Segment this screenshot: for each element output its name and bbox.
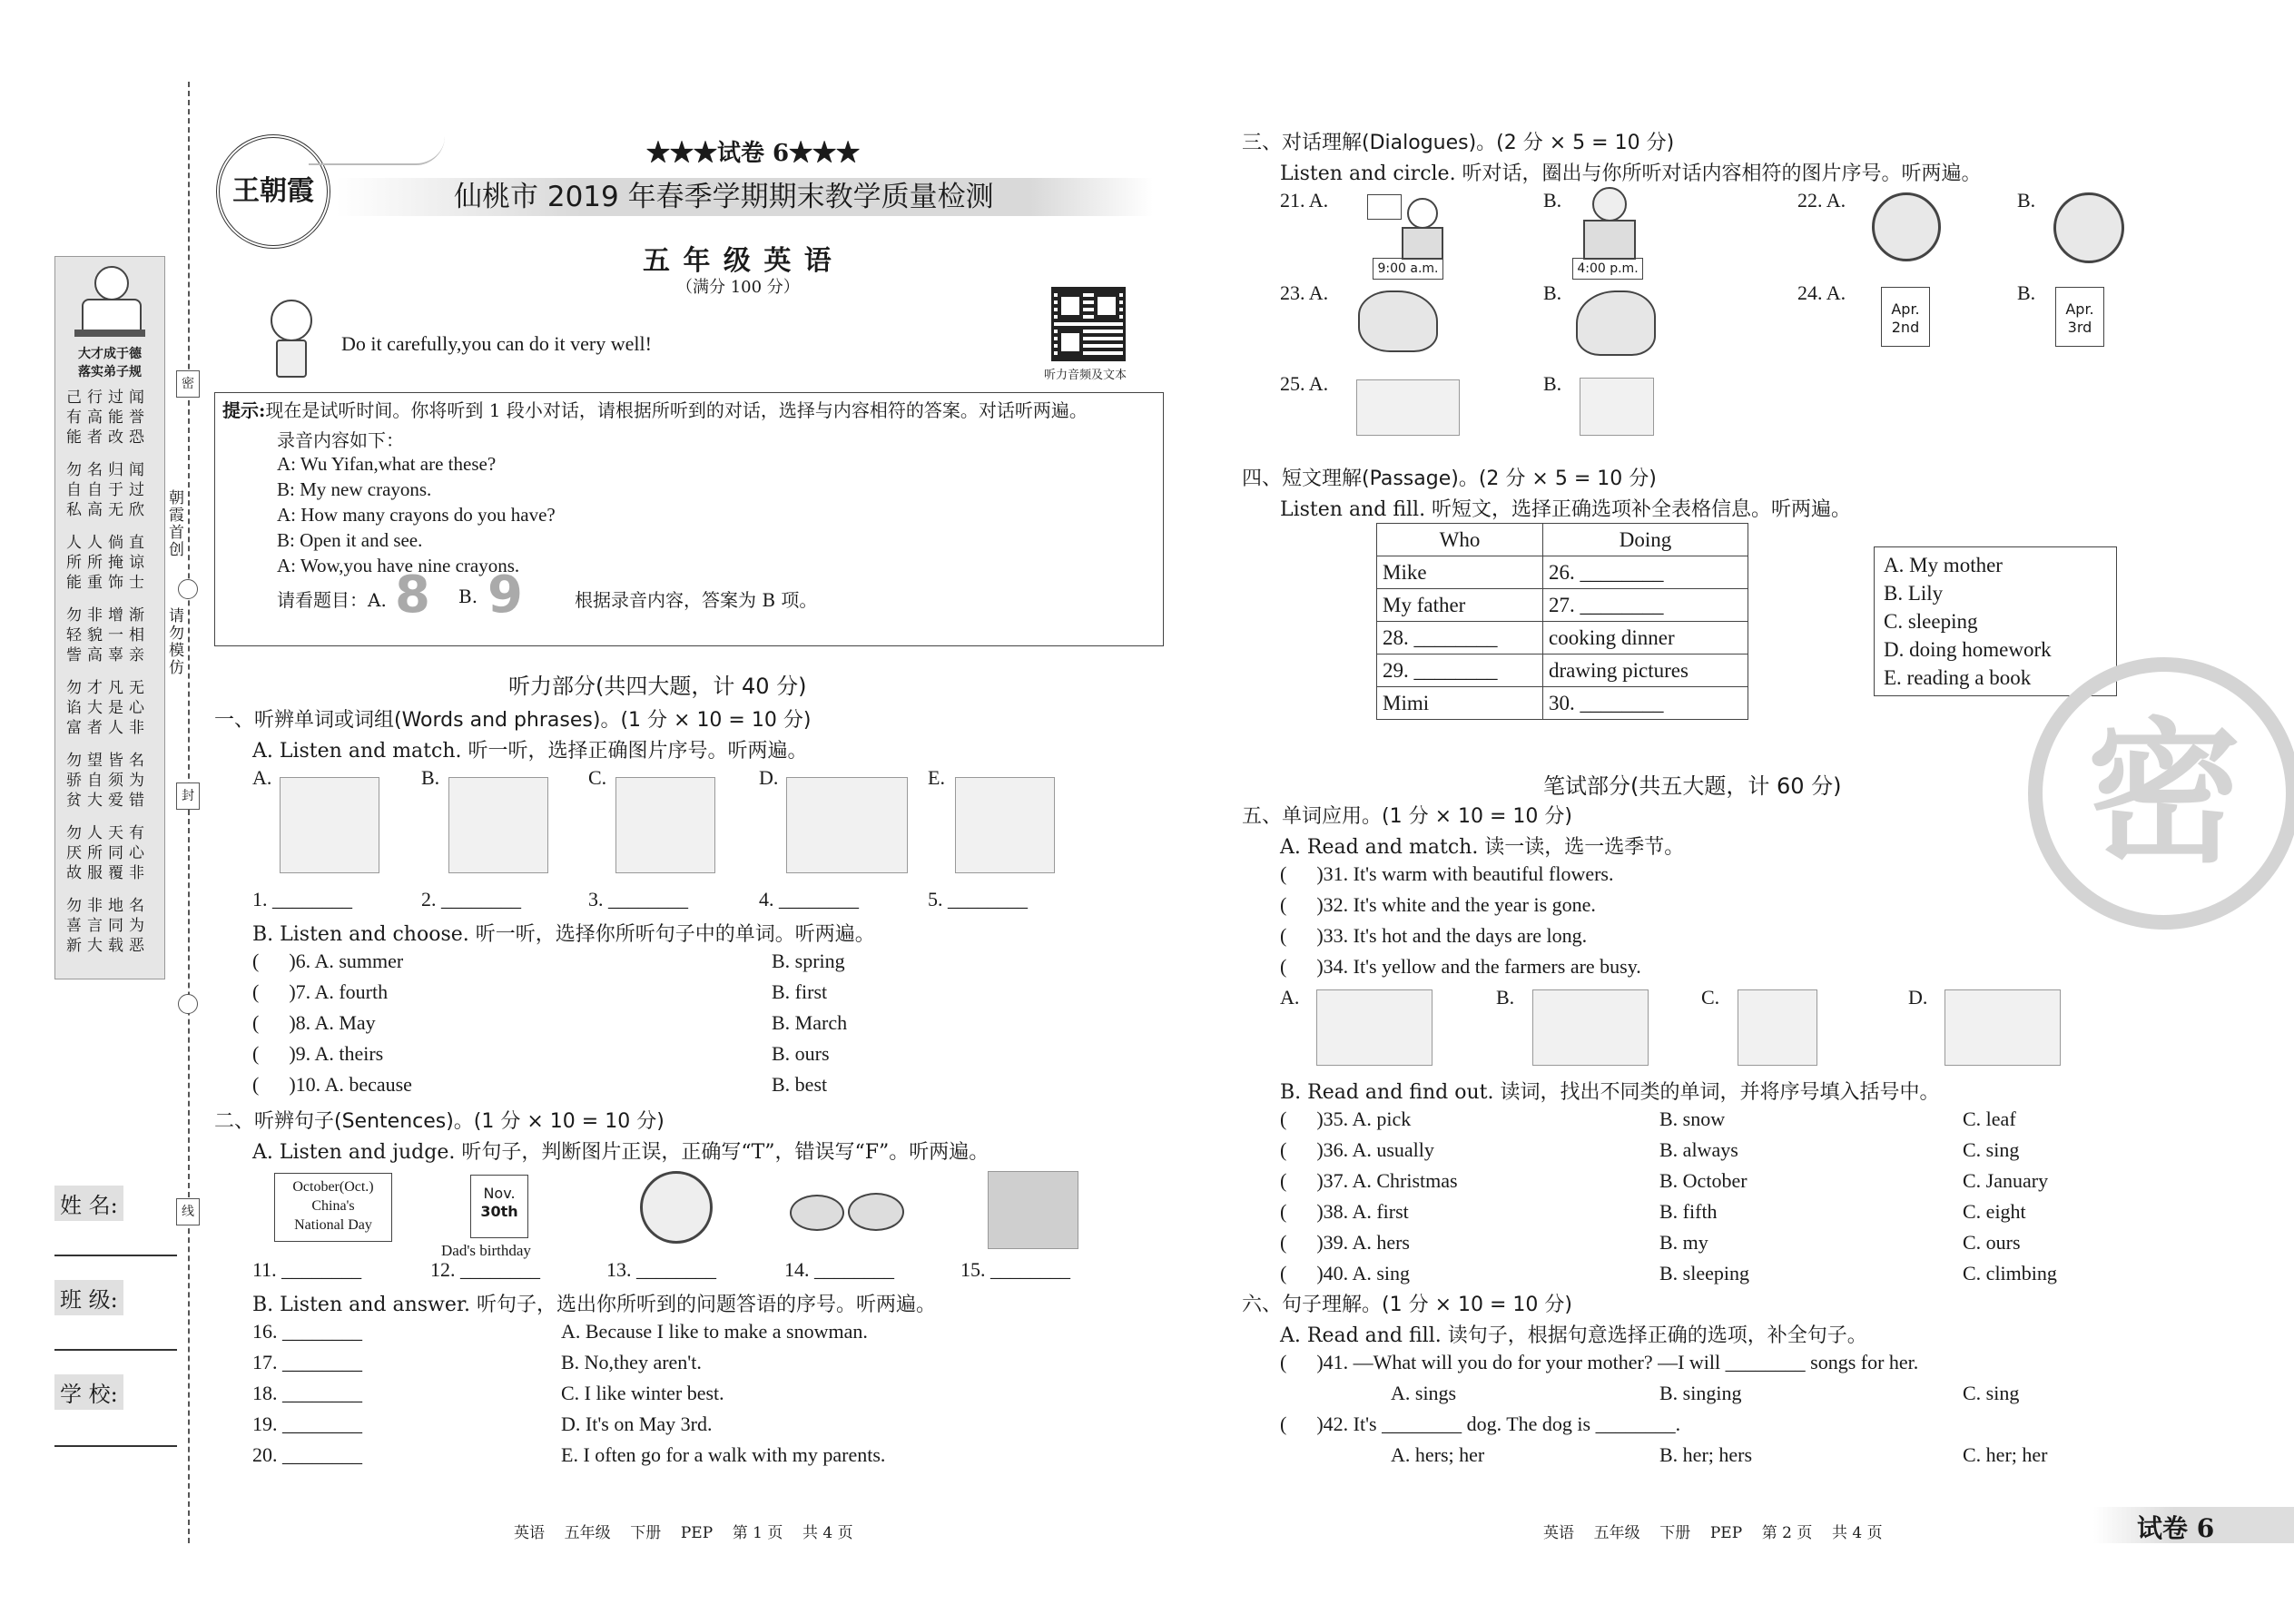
s1-answer-blank: 1. ________	[252, 888, 352, 910]
s5-pic-label: A.	[1280, 986, 1300, 1009]
s5-odd-b: B. sleeping	[1659, 1262, 1749, 1284]
s1-pic-label: D.	[759, 766, 779, 789]
seal-dot-2	[178, 994, 198, 1014]
footer-left: 英语 五年级 下册 PEP 第 1 页 共 4 页	[514, 1524, 853, 1542]
s5-match-item: ( )33. It's hot and the days are long.	[1280, 924, 1588, 947]
section3-inst: Listen and circle. 听对话，圈出与你所听对话内容相符的图片序号。听两遍。	[1280, 162, 1982, 185]
table-cell: Mike	[1377, 556, 1543, 589]
hint-question: 请看题目：A.	[277, 589, 387, 611]
writing-title: 笔试部分(共五大题，计 60 分)	[1543, 773, 1842, 799]
sidebar-motto-row: 骄自须为	[66, 772, 150, 790]
calendar-nov30: Nov. 30th	[470, 1175, 528, 1238]
table-cell: 28. ________	[1377, 622, 1543, 655]
table-row	[1377, 556, 1748, 589]
hint-label: 提示:	[222, 399, 266, 421]
traffic-sign-a	[1872, 192, 1941, 261]
class-label: 班 级:	[54, 1280, 123, 1315]
q41-opt-b: B. singing	[1659, 1382, 1742, 1404]
s5-season-picture	[1532, 989, 1649, 1066]
s2-answer-blank: 17. ________	[252, 1351, 362, 1373]
q42-opt-c: C. her; her	[1963, 1443, 2048, 1466]
s1-choice-b: B. first	[772, 980, 828, 1003]
s2-judge-blank: 12. ________	[430, 1258, 540, 1281]
s5-odd-item: ( )37. A. Christmas	[1280, 1169, 1458, 1192]
s5-odd-c: C. ours	[1963, 1231, 2021, 1254]
no-sign-pic	[640, 1171, 713, 1244]
footer-right: 英语 五年级 下册 PEP 第 2 页 共 4 页	[1543, 1524, 1883, 1542]
sidebar-motto-row: 故服覆非	[66, 864, 150, 882]
table-cell: drawing pictures	[1543, 655, 1748, 687]
s2-answer-option: B. No,they aren't.	[561, 1351, 702, 1373]
s2-answer-blank: 19. ________	[252, 1412, 362, 1435]
section4-title: 四、短文理解(Passage)。(2 分 × 5 = 10 分)	[1242, 468, 1657, 490]
s1-choice-item: ( )9. A. theirs	[252, 1042, 384, 1065]
s2-answer-blank: 16. ________	[252, 1320, 362, 1343]
s2-answer-option: E. I often go for a walk with my parents.	[561, 1443, 886, 1466]
s1-pic-label: C.	[588, 766, 607, 789]
s5-odd-b: B. fifth	[1659, 1200, 1718, 1223]
sidebar-motto-row: 所所掩谅	[66, 554, 150, 572]
sidebar-motto-row: 喜言同为	[66, 917, 150, 935]
name-label: 姓 名:	[54, 1186, 123, 1221]
calendar-caption: Dad's birthday	[441, 1242, 531, 1259]
sidebar-motto-row: 轻貌一相	[66, 626, 150, 645]
q23-b: B.	[1543, 281, 1562, 304]
secret-stamp: 密	[2028, 657, 2294, 930]
national-day-card: October(Oct.) China's National Day	[274, 1173, 392, 1242]
s1-choice-item: ( )6. A. summer	[252, 950, 404, 972]
table-cell: cooking dinner	[1543, 622, 1748, 655]
q21-a: 21. A.	[1280, 189, 1329, 212]
s1-pic-label: A.	[252, 766, 272, 789]
passage-option: D. doing homework	[1884, 638, 2052, 661]
s5-odd-c: C. climbing	[1963, 1262, 2057, 1284]
s2-judge-blank: 13. ________	[606, 1258, 716, 1281]
footer-tag: 试卷 6	[2137, 1513, 2215, 1543]
q22-a: 22. A.	[1797, 189, 1846, 212]
hint-option-a: 8	[395, 566, 430, 625]
s1-choice-item: ( )7. A. fourth	[252, 980, 389, 1003]
section5-b: B. Read and find out. 读词，找出不同类的单词，并将序号填入括号中。	[1280, 1081, 1940, 1104]
s2-answer-option: D. It's on May 3rd.	[561, 1412, 713, 1435]
vertical-note-1: 朝霞首创	[169, 489, 184, 559]
s5-odd-b: B. always	[1659, 1138, 1738, 1161]
hint-answer: 根据录音内容，答案为 B 项。	[575, 589, 818, 611]
hint-line: B: My new crayons.	[277, 478, 432, 500]
sidebar-motto-row: 能重饰士	[66, 574, 150, 592]
q42-opt-b: B. her; hers	[1659, 1443, 1753, 1466]
sidebar-motto-row: 勿才凡无	[66, 679, 150, 697]
hint-box	[214, 392, 1164, 646]
sidebar-motto-row: 贫大爱错	[66, 792, 150, 810]
hint-sub: 录音内容如下：	[277, 429, 404, 451]
s1-choice-b: B. best	[772, 1073, 828, 1096]
s5-odd-b: B. October	[1659, 1169, 1748, 1192]
series-label: ★★★试卷 6★★★	[646, 140, 861, 167]
table-row	[1377, 622, 1748, 655]
passage-table	[1376, 523, 1748, 720]
s2-answer-blank: 20. ________	[252, 1443, 362, 1466]
table-row	[1377, 655, 1748, 687]
s5-odd-c: C. eight	[1963, 1200, 2026, 1223]
s1-picture	[955, 777, 1055, 873]
sidebar-motto-row: 己行过闻	[66, 389, 150, 407]
s1-choice-item: ( )8. A. May	[252, 1011, 376, 1034]
teacher-pic	[1367, 191, 1449, 256]
subject-title: 五 年 级 英 语	[643, 245, 833, 277]
s5-odd-item: ( )36. A. usually	[1280, 1138, 1434, 1161]
sidebar-figure	[74, 266, 145, 340]
sidebar-motto-row: 新大载恶	[66, 937, 150, 955]
section5-a: A. Read and match. 读一读，选一选季节。	[1280, 836, 1685, 859]
hint-option-b: 9	[487, 566, 523, 625]
s1-answer-blank: 4. ________	[759, 888, 859, 910]
s5-pic-label: D.	[1908, 986, 1928, 1009]
calendar-apr3: Apr. 3rd	[2055, 287, 2104, 347]
q24-b: B.	[2017, 281, 2036, 304]
s2-answer-blank: 18. ________	[252, 1382, 362, 1404]
section4-inst: Listen and fill. 听短文，选择正确选项补全表格信息。听两遍。	[1280, 498, 1852, 521]
hint-text: 现在是试听时间。你将听到 1 段小对话，请根据所听到的对话，选择与内容相符的答案。对话听两遍。	[265, 399, 1088, 421]
sidebar-top-text-2: 落实弟子规	[78, 365, 142, 379]
s1-pic-label: E.	[928, 766, 945, 789]
sidebar-motto-row: 能者改恐	[66, 428, 150, 447]
q41: ( )41. —What will you do for your mother? —I will ________ songs for her.	[1280, 1351, 1919, 1373]
q22-b: B.	[2017, 189, 2036, 212]
section5-title: 五、单词应用。(1 分 × 10 = 10 分)	[1242, 805, 1572, 828]
clock-4pm: 4:00 p.m.	[1572, 258, 1643, 280]
sidebar-motto-row: 勿望皆名	[66, 752, 150, 770]
sidebar-motto-row: 勿非地名	[66, 897, 150, 915]
section1-a: A. Listen and match. 听一听，选择正确图片序号。听两遍。	[252, 740, 808, 763]
section6-a: A. Read and fill. 读句子，根据句意选择正确的选项，补全句子。	[1280, 1324, 1867, 1347]
s1-choice-b: B. March	[772, 1011, 848, 1034]
s5-odd-item: ( )39. A. hers	[1280, 1231, 1410, 1254]
s1-choice-b: B. spring	[772, 950, 845, 972]
sidebar-motto-grid	[66, 388, 153, 956]
vertical-note-2: 请勿模仿	[169, 607, 184, 677]
cat-pic	[1576, 290, 1656, 356]
sidebar-motto-row: 訾高辜亲	[66, 646, 150, 664]
calendar-apr2: Apr. 2nd	[1881, 287, 1930, 347]
s5-odd-b: B. snow	[1659, 1107, 1726, 1130]
q42: ( )42. It's ________ dog. The dog is ________.	[1280, 1412, 1681, 1435]
clock-9am: 9:00 a.m.	[1373, 258, 1443, 280]
table-row	[1377, 589, 1748, 622]
s1-answer-blank: 3. ________	[588, 888, 688, 910]
q23-a: 23. A.	[1280, 281, 1329, 304]
q21-b: B.	[1543, 189, 1562, 212]
hint-dialogue	[277, 451, 556, 578]
s5-match-item: ( )32. It's white and the year is gone.	[1280, 893, 1596, 916]
tiananmen-pic	[1356, 379, 1460, 436]
sidebar-motto-row: 富者人非	[66, 719, 150, 737]
hint-line: A: Wow,you have nine crayons.	[277, 555, 520, 576]
sidebar-motto-row: 自自于过	[66, 481, 150, 499]
s2-judge-blank: 11. ________	[252, 1258, 362, 1281]
sidebar-motto-row: 勿名归闻	[66, 461, 150, 479]
s5-pic-label: B.	[1496, 986, 1515, 1009]
dog-pic	[1358, 290, 1438, 352]
binding-line	[188, 82, 190, 1543]
s1-choice-item: ( )10. A. because	[252, 1073, 412, 1096]
s5-match-item: ( )31. It's warm with beautiful flowers.	[1280, 862, 1614, 885]
shanghai-tower-pic	[1580, 378, 1654, 436]
s1-pic-label: B.	[421, 766, 440, 789]
s1-picture	[280, 777, 379, 873]
q42-opt-a: A. hers; her	[1391, 1443, 1485, 1466]
s5-season-picture	[1944, 989, 2061, 1066]
class-field[interactable]	[54, 1349, 177, 1351]
seal-mark-2: 封	[176, 782, 200, 810]
hint-line: A: Wu Yifan,what are these?	[277, 453, 497, 475]
sidebar-motto-row: 人人倘直	[66, 534, 150, 552]
s5-season-picture	[1738, 989, 1817, 1066]
q41-opt-c: C. sing	[1963, 1382, 2020, 1404]
sidebar-top-text-1: 大才成于德	[78, 347, 142, 361]
q41-opt-a: A. sings	[1391, 1382, 1457, 1404]
traffic-sign-b	[2053, 192, 2124, 263]
s1-picture	[786, 777, 908, 873]
s5-odd-item: ( )35. A. pick	[1280, 1107, 1412, 1130]
sidebar-panel	[54, 256, 165, 979]
passage-option: A. My mother	[1884, 554, 2003, 576]
full-mark: （满分 100 分）	[676, 278, 800, 297]
hint-b-label: B.	[458, 586, 478, 607]
seal-mark-3: 线	[176, 1198, 200, 1225]
s1-picture	[615, 777, 715, 873]
table-header-cell: Doing	[1543, 524, 1748, 556]
s5-pic-label: C.	[1701, 986, 1720, 1009]
table-cell: 26. ________	[1543, 556, 1748, 589]
sidebar-motto-row: 有高能誉	[66, 408, 150, 427]
hint-line: B: Open it and see.	[277, 529, 423, 551]
s2-judge-blank: 15. ________	[960, 1258, 1070, 1281]
section3-title: 三、对话理解(Dialogues)。(2 分 × 5 = 10 分)	[1242, 132, 1675, 154]
section2-title: 二、听辨句子(Sentences)。(1 分 × 10 = 10 分)	[214, 1110, 665, 1133]
seal-dot-1	[178, 579, 198, 599]
s1-answer-blank: 5. ________	[928, 888, 1028, 910]
qr-code[interactable]	[1051, 287, 1126, 361]
passage-option: B. Lily	[1884, 582, 1944, 605]
s5-odd-c: C. sing	[1963, 1138, 2020, 1161]
kids-playing-pic	[988, 1171, 1078, 1249]
brand-logo-text: 王朝霞	[232, 175, 314, 207]
table-row	[1377, 687, 1748, 720]
s5-odd-b: B. my	[1659, 1231, 1708, 1254]
q25-a: 25. A.	[1280, 372, 1329, 395]
s5-odd-c: C. January	[1963, 1169, 2049, 1192]
sidebar-motto-row: 勿非增渐	[66, 606, 150, 625]
s5-odd-c: C. leaf	[1963, 1107, 2016, 1130]
table-cell: Mimi	[1377, 687, 1543, 720]
section6-title: 六、句子理解。(1 分 × 10 = 10 分)	[1242, 1294, 1572, 1316]
exam-title: 仙桃市 2019 年春季学期期末教学质量检测	[454, 181, 994, 213]
table-cell: 29. ________	[1377, 655, 1543, 687]
section2-a: A. Listen and judge. 听句子，判断图片正误，正确写“T”，错误写“F”。听两遍。	[252, 1141, 989, 1164]
sidebar-motto-row: 厌所同心	[66, 844, 150, 862]
header-ribbon	[309, 136, 445, 165]
passage-option: C. sleeping	[1884, 610, 1978, 633]
table-header-cell: Who	[1377, 524, 1543, 556]
s1-answer-blank: 2. ________	[421, 888, 521, 910]
s2-answer-option: C. I like winter best.	[561, 1382, 724, 1404]
section1-title: 一、听辨单词或词组(Words and phrases)。(1 分 × 10 = 10 分)	[214, 709, 812, 732]
section1-b: B. Listen and choose. 听一听，选择你所听句子中的单词。听两遍。	[252, 923, 875, 946]
sidebar-motto-row: 私高无欣	[66, 501, 150, 519]
s2-judge-blank: 14. ________	[784, 1258, 894, 1281]
table-cell: 30. ________	[1543, 687, 1748, 720]
girl-illustration	[261, 300, 320, 376]
name-field[interactable]	[54, 1255, 177, 1256]
school-field[interactable]	[54, 1445, 177, 1447]
s5-season-picture	[1316, 989, 1433, 1066]
table-cell: My father	[1377, 589, 1543, 622]
sidebar-motto-row: 勿人天有	[66, 824, 150, 842]
s5-odd-item: ( )40. A. sing	[1280, 1262, 1410, 1284]
passage-option: E. reading a book	[1884, 666, 2032, 689]
q25-b: B.	[1543, 372, 1562, 395]
hint-line: A: How many crayons do you have?	[277, 504, 556, 526]
listening-title: 听力部分(共四大题，计 40 分)	[508, 674, 807, 699]
s1-picture	[448, 777, 548, 873]
s5-match-item: ( )34. It's yellow and the farmers are busy.	[1280, 955, 1641, 978]
table-header-row	[1377, 524, 1748, 556]
section2-b: B. Listen and answer. 听句子，选出你所听到的问题答语的序号。听两遍。	[252, 1294, 936, 1316]
s5-odd-item: ( )38. A. first	[1280, 1200, 1409, 1223]
qr-caption: 听力音频及文本	[1044, 369, 1127, 382]
school-label: 学 校:	[54, 1374, 123, 1410]
s1-choice-b: B. ours	[772, 1042, 830, 1065]
doctor-pic	[1576, 187, 1641, 258]
s2-answer-option: A. Because I like to make a snowman.	[561, 1320, 868, 1343]
seal-mark-1: 密	[176, 370, 200, 398]
motto-text: Do it carefully,you can do it very well!	[341, 332, 652, 355]
table-cell: 27. ________	[1543, 589, 1748, 622]
q24-a: 24. A.	[1797, 281, 1846, 304]
sidebar-motto-row: 谄大是心	[66, 699, 150, 717]
rabbits-pic	[790, 1180, 908, 1235]
